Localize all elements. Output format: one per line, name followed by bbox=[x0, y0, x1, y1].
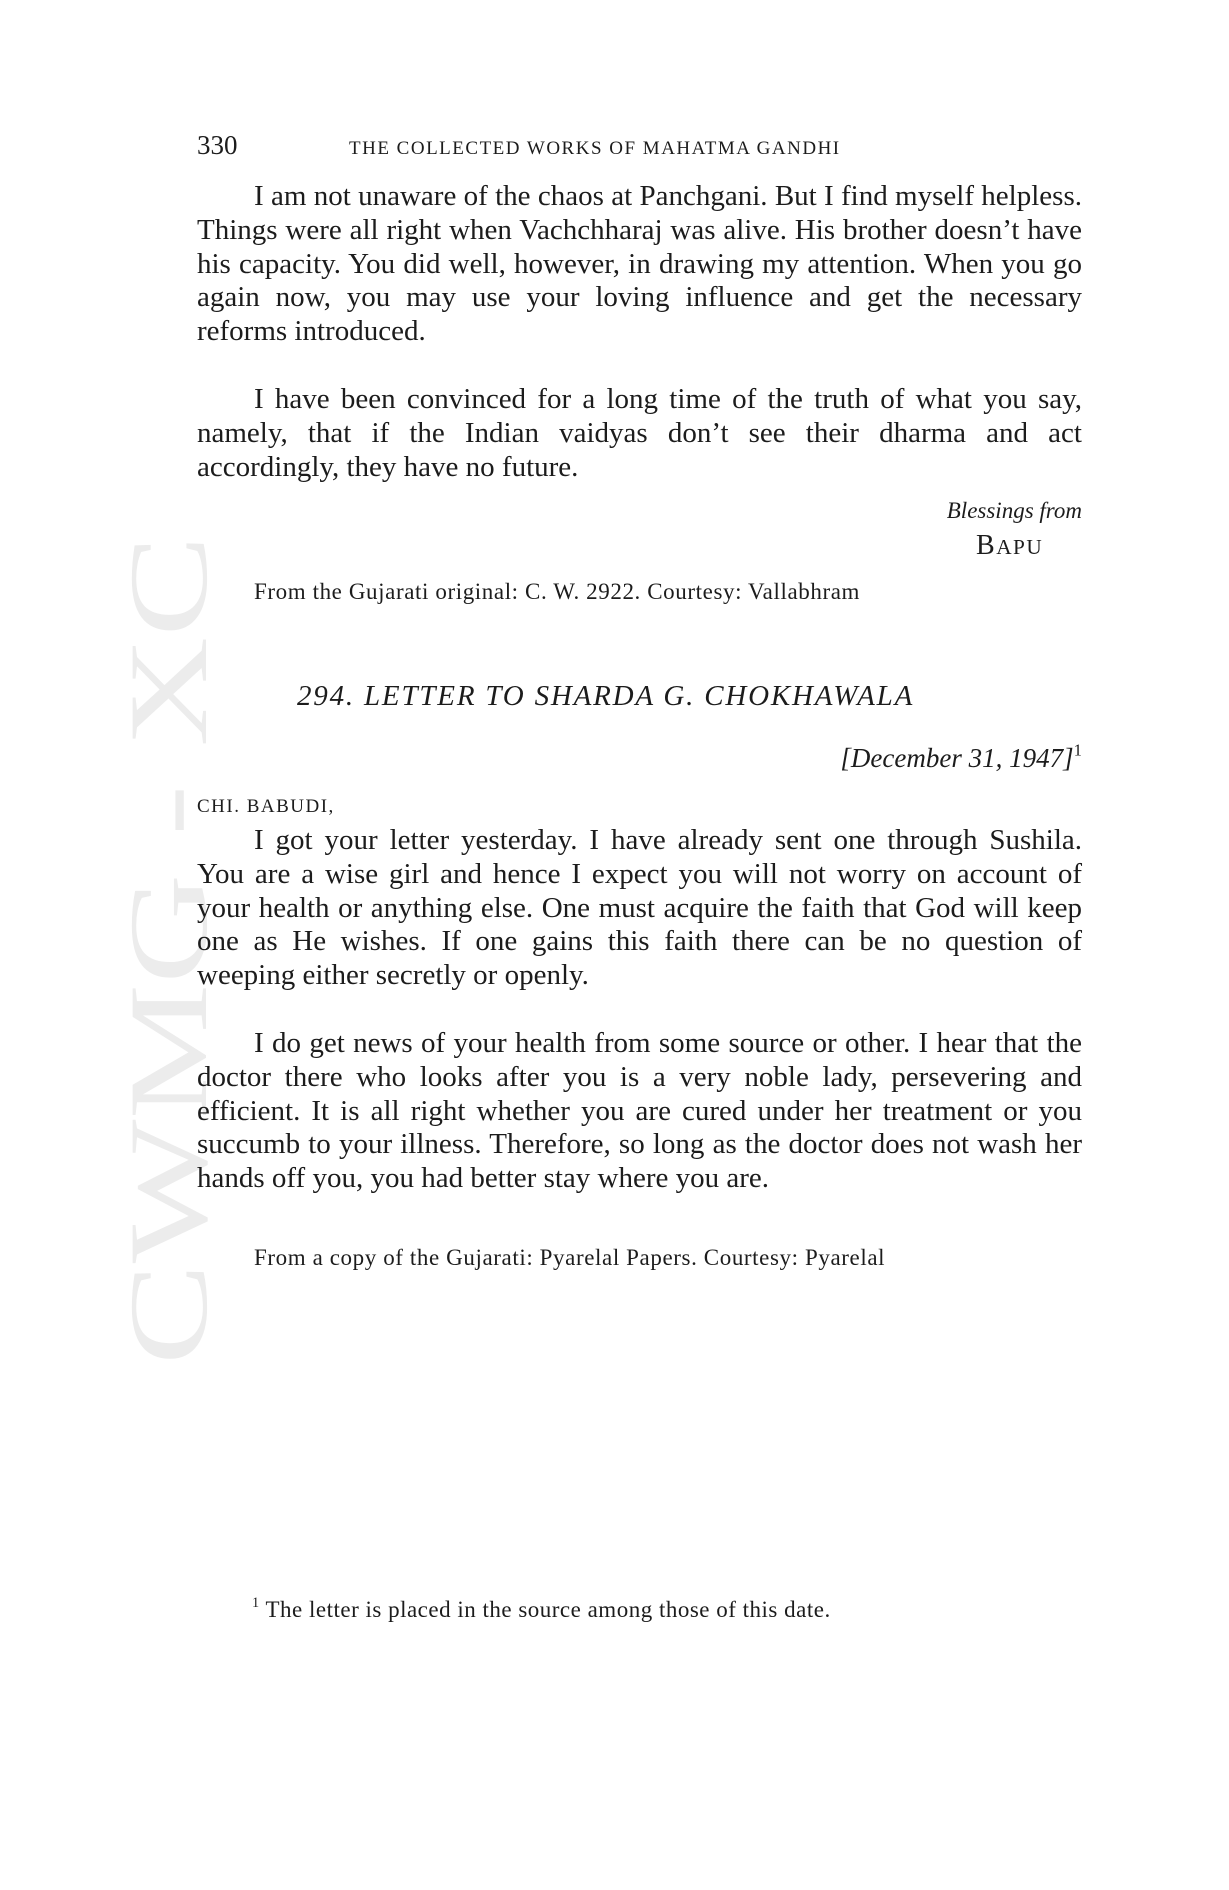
footnote-marker: 1 bbox=[1073, 740, 1082, 760]
running-head bbox=[197, 130, 1082, 164]
body-paragraph: I have been convinced for a long time of the truth of what you say, namely, that if the Indian vaidyas don’t see their dharma and act accordingly, they have no future. bbox=[197, 383, 1082, 483]
closing-phrase: Blessings from bbox=[946, 498, 1082, 523]
footnote-number: 1 bbox=[252, 1595, 260, 1612]
body-paragraph: I got your letter yesterday. I have already sent one through Sushila. You are a wise girl and hence I expect you will not worry on account of your health or anything else. One must acquire the faith that God will keep one as He wishes. If one gains this faith there can be no question of weeping either secretly or openly. bbox=[197, 824, 1082, 992]
source-note: From the Gujarati original: C. W. 2922. Courtesy: Vallabhram bbox=[254, 579, 861, 604]
footnote bbox=[252, 1597, 831, 1623]
page-number: 330 bbox=[197, 130, 238, 160]
source-note: From a copy of the Gujarati: Pyarelal Papers. Courtesy: Pyarelal bbox=[254, 1245, 886, 1270]
signature: BAPU bbox=[976, 530, 1044, 561]
letter-date bbox=[840, 740, 1082, 774]
footnote-text: The letter is placed in the source among those of this date. bbox=[265, 1597, 831, 1622]
running-title: THE COLLECTED WORKS OF MAHATMA GANDHI bbox=[349, 138, 841, 159]
salutation: CHI. BABUDI, bbox=[197, 796, 335, 817]
letter-title: 294. LETTER TO SHARDA G. CHOKHAWALA bbox=[297, 680, 915, 712]
body-paragraph: I am not unaware of the chaos at Panchgani. But I find myself helpless. Things were all right when Vachchharaj was alive. His brother doesn’t have his capacity. You did well, however, in drawing my attention. When you go again now, you may use your loving influence and get the necessary reforms introduced. bbox=[197, 180, 1082, 348]
watermark-text: CWMG - XC bbox=[107, 755, 231, 1365]
body-paragraph: I do get news of your health from some source or other. I hear that the doctor there who looks after you is a very noble lady, persevering and efficient. It is all right whether you are cured under her treatment or you succumb to your illness. Therefore, so long as the doctor does not wash her hands off you, you had better stay where you are. bbox=[197, 1027, 1082, 1195]
letter-date-text: [December 31, 1947] bbox=[840, 743, 1074, 773]
